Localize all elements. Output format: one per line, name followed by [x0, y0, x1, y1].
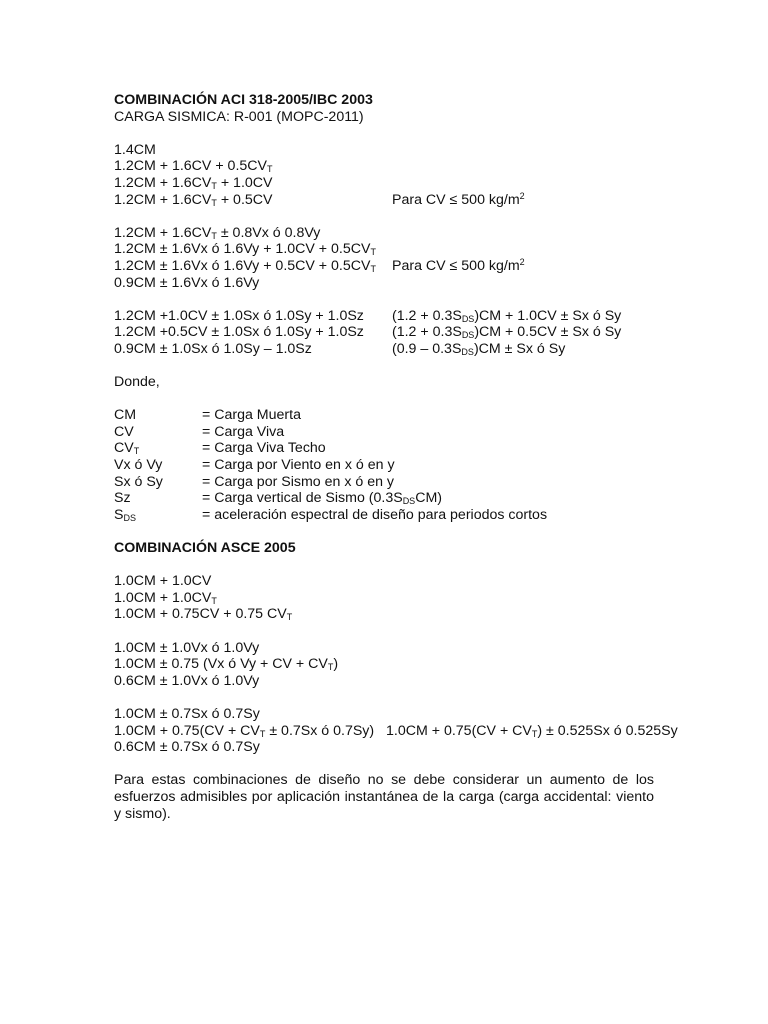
aci-group-1 — [114, 142, 674, 208]
definition-item — [114, 440, 674, 457]
definition-item — [114, 457, 674, 474]
definition-term: Vx ó Vy — [114, 457, 163, 474]
aci-section-title: COMBINACIÓN ACI 318-2005/IBC 2003 — [114, 92, 373, 108]
definition-term: $S_{DS}$ — [114, 506, 136, 523]
aci-g3-line-1: 1.2CM +1.0CV ± 1.0Sx ó 1.0Sy + 1.0Sz $(1.2 + 0.3S_{DS})CM + 1.0CV \pm Sx$ ó Sy — [114, 307, 622, 324]
aci-g2-line-4: 0.9CM ± 1.6Vx ó 1.6Vy — [114, 274, 260, 291]
aci-group-2 — [114, 225, 674, 291]
aci-g3-line-2: 1.2CM +0.5CV ± 1.0Sx ó 1.0Sy + 1.0Sz $(1.2 + 0.3S_{DS})CM + 0.5CV \pm Sx$ ó Sy — [114, 324, 622, 341]
aci-g1-line-1: 1.4CM — [114, 141, 156, 158]
definition-item — [114, 490, 674, 507]
aci-section-subtitle: CARGA SISMICA: R-001 (MOPC-2011) — [114, 108, 364, 125]
definition-text: = Carga por Sismo en x ó en y — [202, 473, 395, 490]
aci-g2-line-2: 1.2CM ± 1.6Vx ó $1.6Vy + 1.0CV + 0.5CV_T$ — [114, 241, 376, 258]
definition-term: CM — [114, 407, 137, 424]
definition-term: CV — [114, 423, 134, 440]
definition-text: = Carga por Viento en x ó en y — [202, 457, 395, 474]
asce-section-title: COMBINACIÓN ASCE 2005 — [114, 540, 296, 557]
aci-g3-alt-1: $(1.2 + 0.3S_{DS})CM + 1.0CV \pm Sx$ ó Sy — [392, 307, 622, 324]
definition-term: Sx ó Sy — [114, 473, 163, 490]
aci-g1-line-3: $1.2CM + 1.6CV_T + 1.0CV$ — [114, 174, 273, 191]
definitions-list — [114, 407, 674, 523]
asce-g3-alt: $1.0CM + 0.75(CV + CV_T) \pm 0.525Sx$ ó 0.525Sy — [386, 722, 678, 739]
asce-group-1 — [114, 573, 674, 623]
definition-term: Sz — [114, 490, 131, 507]
definition-item — [114, 507, 674, 524]
definition-text: = Carga Viva — [202, 423, 285, 440]
donde-label: Donde, — [114, 374, 160, 391]
aci-g1-condition: Para CV ≤ 500 $kg/m^2$ — [392, 190, 525, 208]
definition-text: = Carga Viva Techo — [202, 440, 326, 457]
aci-g2-line-1: $1.2CM + 1.6CV_T \pm 0.8Vx$ ó 0.8Vy — [114, 224, 321, 241]
aci-g3-alt-3: $(0.9 - 0.3S_{DS})CM \pm Sx$ ó Sy — [392, 340, 566, 357]
aci-group-3 — [114, 308, 674, 358]
asce-g3-line-3: 0.6CM ± 0.7Sx ó 0.7Sy — [114, 739, 260, 756]
asce-g1-line-1: 1.0CM + 1.0CV — [114, 573, 212, 590]
definition-item — [114, 424, 674, 441]
aci-g2-condition: Para CV ≤ 500 $kg/m^2$ — [392, 256, 525, 274]
asce-g1-line-3: 1.0CM + 0.75CV + 0.75 $CV_T$ — [114, 606, 293, 623]
definition-term: $CV_T$ — [114, 440, 140, 457]
definition-item — [114, 474, 674, 491]
asce-g3-line-1: 1.0CM ± 0.7Sx ó 0.7Sy — [114, 705, 260, 722]
document-page — [114, 92, 678, 822]
asce-g1-line-2: $1.0CM + 1.0CV_T$ — [114, 589, 217, 606]
asce-g3-line-2: $1.0CM + 0.75(CV + CV_T \pm 0.7Sx$ ó 0.7Sy) $1.0CM + 0.75(CV + CV_T) \pm 0.525Sx$ ó 0.525Sy — [114, 722, 678, 739]
aci-g3-alt-2: $(1.2 + 0.3S_{DS})CM + 0.5CV \pm Sx$ ó Sy — [392, 324, 622, 341]
asce-group-2 — [114, 640, 674, 690]
aci-g1-line-2: $1.2CM + 1.6CV + 0.5CV_T$ — [114, 158, 273, 175]
definition-text: = aceleración espectral de diseño para periodos cortos — [202, 506, 548, 523]
asce-g2-line-3: 0.6CM ± 1.0Vx ó 1.0Vy — [114, 672, 260, 689]
asce-g2-line-2: 1.0CM ± 0.75 (Vx ó Vy + CV + $CV_T$) — [114, 656, 339, 673]
asce-group-3 — [114, 705, 678, 756]
definition-text: = Carga Muerta — [202, 407, 301, 424]
aci-g1-line-4: $1.2CM + 1.6CV_T + 0.5CV$ Para CV ≤ 500 $kg/m^2$ — [114, 190, 525, 208]
aci-g2-line-3: 1.2CM ± 1.6Vx ó $1.6Vy + 0.5CV + 0.5CV_T$ Para CV ≤ 500 $kg/m^2$ — [114, 256, 525, 274]
definition-item — [114, 407, 674, 424]
asce-g2-line-1: 1.0CM ± 1.0Vx ó 1.0Vy — [114, 639, 260, 656]
definition-text: = Carga vertical de Sismo $(0.3S_{DS}CM)$ — [202, 490, 442, 507]
aci-g3-line-3: 0.9CM ± 1.0Sx ó 1.0Sy – 1.0Sz $(0.9 - 0.3S_{DS})CM \pm Sx$ ó Sy — [114, 340, 566, 357]
closing-note: Para estas combinaciones de diseño no se debe considerar un aumento de los esfuerzos admisibles por aplicación instantánea de la carga (carga accidental: viento y sismo). — [114, 772, 654, 822]
